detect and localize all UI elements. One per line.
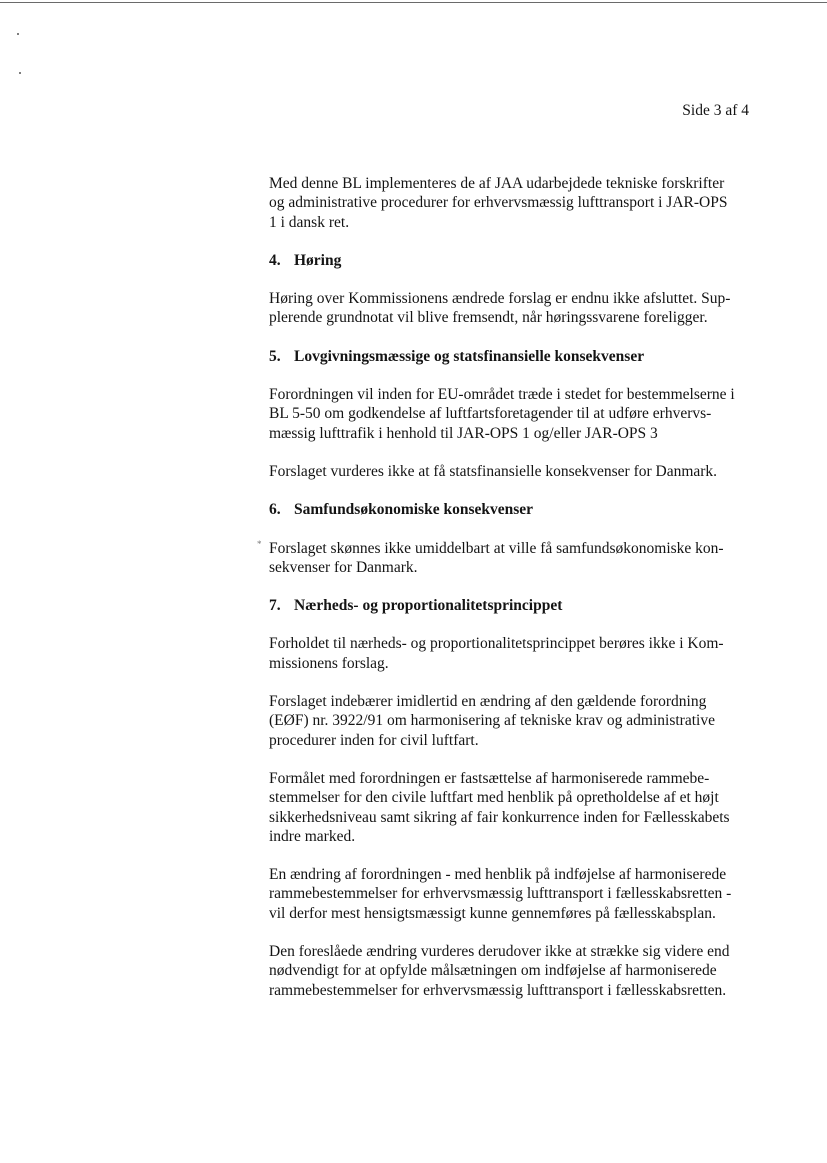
section-title: Samfundsøkonomiske konsekvenser [294, 501, 534, 519]
text-line: stemmelser for den civile luftfart med henblik på opretholdelse af et højt [269, 789, 719, 807]
text-line: Forordningen vil inden for EU-området træde i stedet for bestemmelserne i [269, 386, 735, 404]
text-line: rammebestemmelser for erhvervsmæssig lufttransport i fællesskabsretten. [269, 981, 727, 999]
page-number: Side 3 af 4 [682, 102, 749, 119]
section-5-paragraph-2 [269, 462, 755, 481]
text-line: sekvenser for Danmark. [269, 558, 418, 576]
text-line: (EØF) nr. 3922/91 om harmonisering af tekniske krav og administrative [269, 712, 715, 730]
text-line: 1 i dansk ret. [269, 213, 350, 231]
text-line: Med denne BL implementeres de af JAA udarbejdede tekniske forskrifter [269, 175, 725, 192]
text-line: rammebestemmelser for erhvervsmæssig lufttransport i fællesskabsretten - [269, 885, 732, 903]
text-line: Forslaget skønnes ikke umiddelbart at ville få samfundsøkonomiske kon- [269, 539, 724, 557]
text-line: sikkerhedsniveau samt sikring af fair konkurrence inden for Fællesskabets [269, 808, 730, 826]
text-line: Forholdet til nærheds- og proportionalitetsprincippet berøres ikke i Kom- [269, 635, 724, 653]
section-6-paragraph [257, 538, 755, 578]
text-line: Den foreslåede ændring vurderes derudover ikke at strække sig videre end [269, 943, 730, 961]
section-7-paragraph-5 [269, 942, 755, 1000]
text-line: Forslaget indebærer imidlertid en ændring af den gældende forordning [269, 693, 707, 711]
section-7-paragraph-3 [269, 769, 755, 846]
section-number: 7. [269, 597, 281, 615]
text-line: plerende grundnotat vil blive fremsendt, når høringssvarene foreligger. [269, 309, 708, 327]
scan-speck [19, 72, 21, 74]
section-title: Lovgivningsmæssige og statsfinansielle konsekvenser [294, 347, 645, 365]
section-number: 5. [269, 347, 281, 365]
section-number: 6. [269, 501, 281, 519]
section-5-paragraph-1 [269, 385, 755, 443]
text-line: indre marked. [269, 827, 356, 845]
text-line: En ændring af forordningen - med henblik på indføjelse af harmoniserede [269, 866, 727, 884]
section-7-paragraph-1 [269, 634, 755, 673]
text-line: Forslaget vurderes ikke at få statsfinansielle konsekvenser for Danmark. [269, 462, 718, 480]
stray-mark: * [257, 538, 262, 549]
section-7-paragraph-4 [269, 865, 755, 923]
section-4-paragraph [269, 289, 755, 328]
section-4-heading [269, 251, 755, 270]
document-body [257, 174, 755, 1000]
text-line: mæssig lufttrafik i henhold til JAR-OPS 1 og/eller JAR-OPS 3 [269, 424, 658, 442]
text-line: og administrative procedurer for erhvervsmæssig lufttransport i JAR-OPS [269, 194, 728, 212]
section-number: 4. [269, 251, 281, 269]
section-7-heading [269, 596, 755, 615]
intro-paragraph [269, 174, 755, 232]
text-line: Formålet med forordningen er fastsættelse af harmoniserede rammebe- [269, 769, 710, 787]
text-line: nødvendigt for at opfylde målsætningen om indføjelse af harmoniserede [269, 962, 717, 980]
text-line: Høring over Kommissionens ændrede forslag er endnu ikke afsluttet. Sup- [269, 290, 731, 308]
top-edge-line [0, 2, 827, 3]
section-7-paragraph-2 [269, 692, 755, 750]
section-6-heading [269, 500, 755, 519]
section-title: Nærheds- og proportionalitetsprincippet [294, 597, 563, 615]
section-5-heading [269, 347, 755, 366]
text-line: BL 5-50 om godkendelse af luftfartsforetagender til at udføre erhvervs- [269, 405, 712, 423]
scan-speck [17, 33, 19, 35]
text-line: vil derfor mest hensigtsmæssigt kunne gennemføres på fællesskabsplan. [269, 904, 716, 922]
text-line: missionens forslag. [269, 654, 389, 672]
text-line: procedurer inden for civil luftfart. [269, 731, 479, 749]
section-title: Høring [294, 251, 342, 269]
